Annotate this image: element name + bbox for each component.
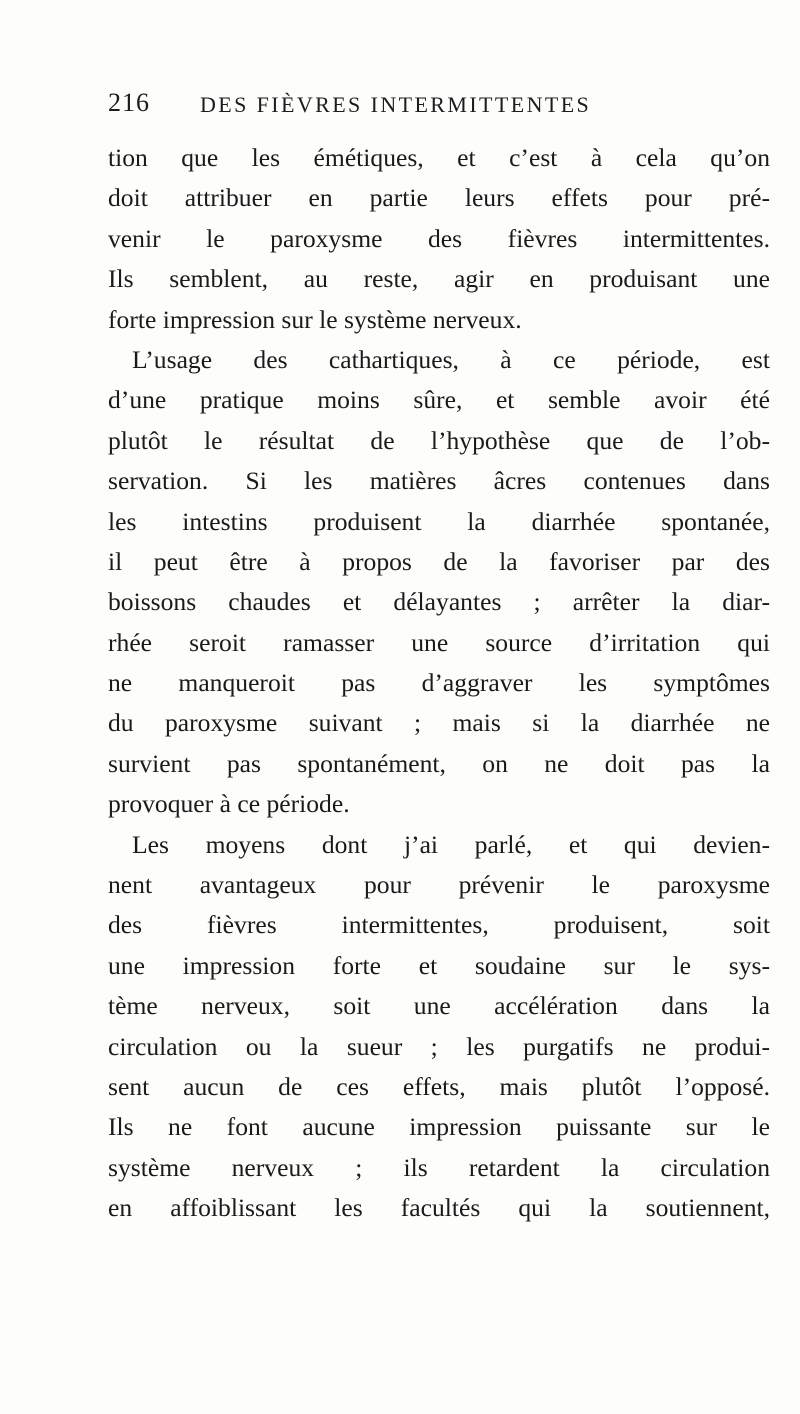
text-line: il peut être à propos de la favoriser par des [108,546,770,576]
text-line: plutôt le résultat de l’hypothèse que de l’ob- [108,425,770,455]
text-line: en affoiblissant les facultés qui la soutiennent, [108,1193,770,1223]
text-line: les intestins produisent la diarrhée spontanée, [108,506,770,536]
text-line: rhée seroit ramasser une source d’irritation qui [108,627,770,657]
text-line: sent aucun de ces effets, mais plutôt l’opposé. [108,1071,770,1101]
text-line: ne manqueroit pas d’aggraver les symptômes [108,668,770,698]
text-line: du paroxysme suivant ; mais si la diarrhée ne [108,708,770,738]
running-head [108,88,768,128]
text-line: une impression forte et soudaine sur le sys- [108,950,770,980]
text-line: circulation ou la sueur ; les purgatifs ne produi- [108,1031,770,1061]
text-line: Ils ne font aucune impression puissante sur le [108,1112,770,1142]
running-title: DES FIÈVRES INTERMITTENTES [200,92,592,117]
page-number: 216 [108,88,150,117]
text-line: provoquer à ce période. [108,789,350,819]
text-line: tion que les émétiques, et c’est à cela qu’on [108,143,770,172]
text-line: Les moyens dont j’ai parlé, et qui devien- [132,829,770,859]
text-line: des fièvres intermittentes, produisent, soit [108,910,770,940]
text-line: survient pas spontanément, on ne doit pas la [108,748,770,778]
text-line: boissons chaudes et délayantes ; arrêter la diar- [108,587,770,617]
text-line: servation. Si les matières âcres contenues dans [108,466,770,496]
text-line: venir le paroxysme des fièvres intermittentes. [108,223,770,253]
text-line: système nerveux ; ils retardent la circulation [108,1152,770,1182]
text-line: nent avantageux pour prévenir le paroxysme [108,870,770,900]
text-line: Ils semblent, au reste, agir en produisant une [108,264,770,294]
text-line: forte impression sur le système nerveux. [108,304,522,334]
text-line: L’usage des cathartiques, à ce période, est [132,344,770,374]
body-text [108,138,770,1229]
text-line: doit attribuer en partie leurs effets pour pré- [108,183,770,213]
text-line: d’une pratique moins sûre, et semble avoir été [108,385,770,415]
text-line: tème nerveux, soit une accélération dans la [108,991,770,1021]
